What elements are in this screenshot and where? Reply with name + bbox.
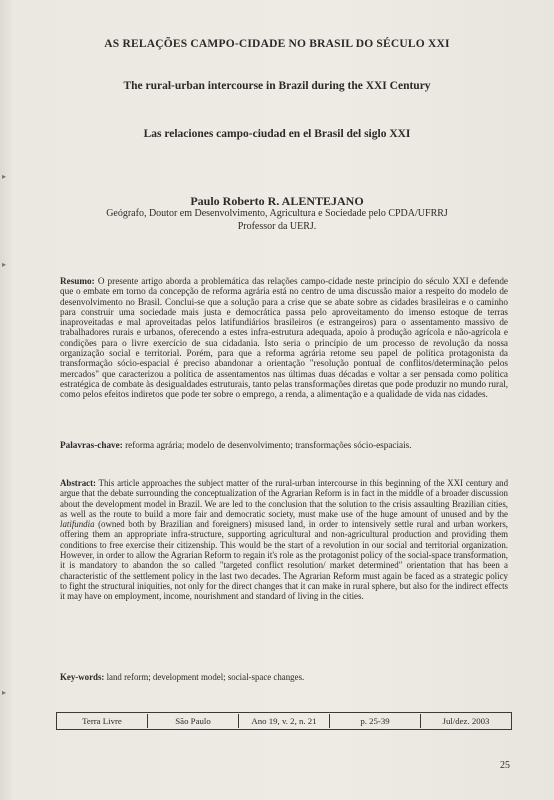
- title-english: The rural-urban intercourse in Brazil during the XXI Century: [123, 80, 431, 92]
- keywords-label: Key-words:: [60, 672, 105, 682]
- keywords-line: [60, 672, 508, 682]
- footer-volume: Ano 19, v. 2, n. 21: [239, 714, 330, 728]
- abstract-label: Abstract:: [60, 478, 96, 488]
- abstract-italic-term: latifundia: [60, 519, 95, 530]
- author-name: Paulo Roberto R. ALENTEJANO: [190, 194, 364, 208]
- margin-mark: ▸: [2, 688, 7, 697]
- citation-footer: [56, 712, 512, 730]
- margin-mark: ▸: [2, 260, 7, 269]
- margin-mark: ▸: [2, 172, 7, 181]
- abstract-text-1: This article approaches the subject matter of the rural-urban intercourse in this beginning of the XXI century and argue that the debate surrounding the conceptualization of the Agrarian Reform is in fact in the middle of a broader discussion about the development model in Brazil. We are led to the conclusion that the solution to the crisis assaulting Brazilian cities, as well as the route to build a more fair and democratic society, must make use of the huge amount of unused and by the: [60, 478, 509, 519]
- palavras-chave-line: [60, 440, 508, 450]
- palavras-chave-text: reforma agrária; modelo de desenvolvimento; transformações sócio-espaciais.: [125, 440, 412, 450]
- footer-date: Jul/dez. 2003: [442, 716, 490, 726]
- footer-pages: p. 25-39: [330, 714, 421, 728]
- affiliation-line-1: Geógrafo, Doutor em Desenvolvimento, Agricultura e Sociedade pelo CPDA/UFRRJ: [106, 208, 448, 219]
- affiliation-line-2: Professor da UERJ.: [237, 220, 317, 232]
- abstract-paragraph: [60, 478, 508, 602]
- resumo-paragraph: [60, 276, 508, 400]
- author-affiliation: [40, 208, 514, 233]
- footer-journal: Terra Livre: [57, 714, 148, 728]
- palavras-chave-label: Palavras-chave:: [60, 440, 123, 450]
- page-number: 25: [500, 760, 510, 771]
- resumo-text: O presente artigo aborda a problemática das relações campo-cidade neste princípio do século XXI e defende que o embate em torno da concepção de reforma agrária está no centro de uma discussão maior a respeito do modelo de desenvolvimento no Brasil. Conclui-se que a solução para a crise que se abate sobre as cidades brasileiras e o caminho para construir uma sociedade mais justa e democrática passa pelo aproveitamento do imenso estoque de terras inaproveitadas e mal aproveitadas pelos latifundiários brasileiros (e estrangeiros) para o assentamento massivo de trabalhadores rurais e urbanos, oferecendo a estes infra-estrutura adequada, apoio à produção agrícola e não-agrícola e condições para o livre exercício de sua cidadania. Isto seria o princípio de um processo de revolução da nossa organização social e territorial. Porém, para que a reforma agrária retome seu papel de política protagonista da transformação sócio-espacial é preciso abandonar a orientação "resolução pontual de conflitos/determinação pelos mercados" que caracterizou a política de assentamentos nas últimas duas décadas e voltar a ser pensada como política estratégica de combate às desigualdades estruturais, tanto pelas transformações diretas que pode produzir no mundo rural, como pelos efeitos indiretos que pode ter sobre o emprego, a renda, a alimentação e a qualidade de vida nas cidades.: [60, 276, 509, 400]
- abstract-text-2: (owned both by Brazilian and foreigners) misused land, in order to intensively settle rural and urban workers, offering them an appropriate infra-structure, supporting agricultural and non-agricultural production and providing them conditions to free exercise their citizenship. This would be the start of a revolution in our social and territorial organization. However, in order to allow the Agrarian Reform to regain it's role as the protagonist policy of the social-space transformation, it is mandatory to abandon the so called "targeted conflict resolution/ market determined" orientation that has been a characteristic of the settlement policy in the last two decades. The Agrarian Reform must again be faced as a strategic policy to fight the structural iniquities, not only for the direct changes that it can make in rural sphere, but also for the indirect effects it may have on employment, income, nourishment and standard of living in the cities.: [60, 519, 508, 602]
- title-portuguese: AS RELAÇÕES CAMPO-CIDADE NO BRASIL DO SÉCULO XXI: [104, 38, 450, 50]
- resumo-label: Resumo:: [60, 276, 95, 286]
- title-spanish: Las relaciones campo-ciudad en el Brasil del siglo XXI: [143, 128, 411, 140]
- keywords-text: land reform; development model; social-space changes.: [106, 672, 305, 682]
- footer-city: São Paulo: [148, 714, 239, 728]
